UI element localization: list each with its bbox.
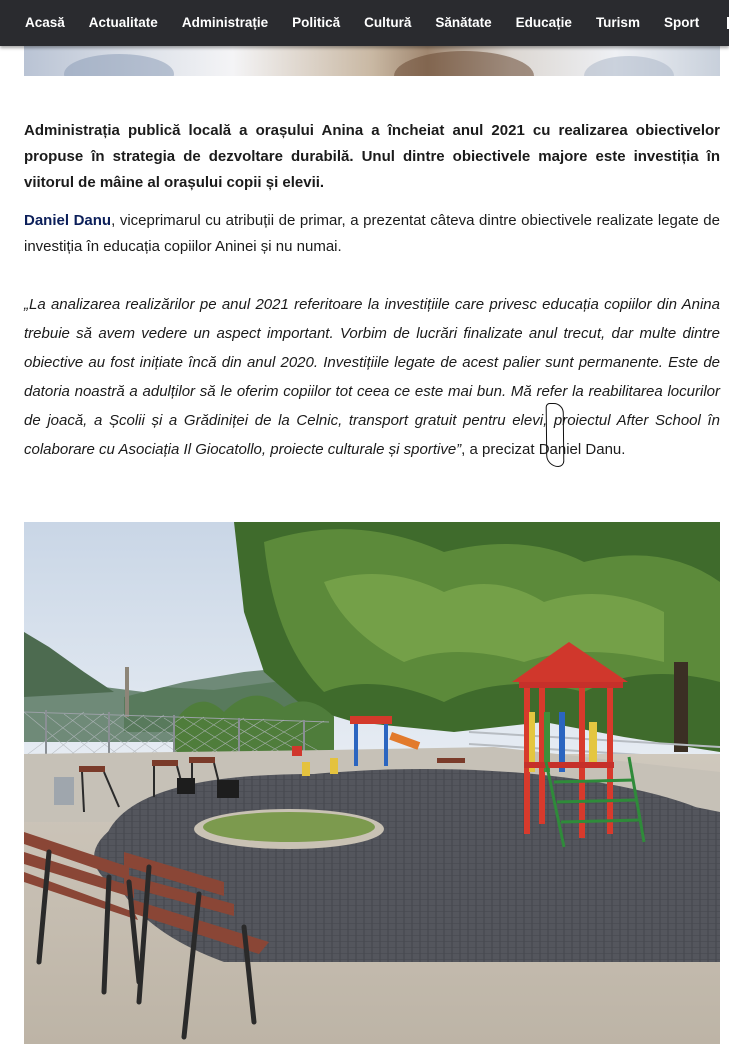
intro-text: , viceprimarul cu atribuții de primar, a prezentat câteva dintre obiectivele realizate legate de investiția în educația copiilor Aninei și nu numai. xyxy=(24,212,720,255)
author-link[interactable]: Daniel Danu xyxy=(24,212,112,229)
nav-item-acasa[interactable]: Acasă xyxy=(25,15,65,30)
quote-attribution: , a precizat Daniel Danu. xyxy=(461,441,626,458)
quote-text-end: proiecte culturale și sportive” xyxy=(266,441,462,458)
nav-item-sport[interactable]: Sport xyxy=(663,15,700,30)
article-quote xyxy=(24,290,720,464)
article-intro xyxy=(24,208,720,260)
nav-menu xyxy=(0,0,711,46)
nav-item-politica[interactable]: Politică xyxy=(292,15,341,30)
article-lead: Administrația publică locală a orașului Anina a încheiat anul 2021 cu realizarea obiectivelor propuse în strategia de dezvoltare durabilă. Unul dintre obiectivele majore este investiția în viitorul de mâine al orașului copii și elevii. xyxy=(24,122,720,191)
nav-item-actualitate[interactable]: Actualitate xyxy=(88,15,158,30)
nav-item-turism[interactable]: Turism xyxy=(595,15,640,30)
nav-item-sanatate[interactable]: Sănătate xyxy=(435,15,492,30)
nav-item-administratie[interactable]: Administrație xyxy=(181,15,269,30)
playground-photo xyxy=(24,522,720,1044)
quote-text: „La analizarea realizărilor pe anul 2021 referitoare la investițiile care privesc educația copiilor din Anina trebuie să avem vedere un aspect important. Vorbim de lucrări finalizate anul trecut, dar multe dintre obiective au fost inițiate încă din anul 2020. Investițiile legate de acest palier sunt permanente. Este de datoria noastră a adulților să le oferim copiilor tot ceea ce este mai bun. Mă refer la reabilitarea locurilor de joacă, a Școlii și a Grădiniței de la Celnic, transport gratuit pentru elevi, xyxy=(24,296,720,429)
main-navigation xyxy=(0,0,729,46)
quote-highlight: proiectul After School în colaborare cu Asociația Il Giocatollo, xyxy=(24,412,720,458)
hero-image xyxy=(24,46,720,76)
nav-item-educatie[interactable]: Educație xyxy=(515,15,572,30)
article-body xyxy=(24,118,720,464)
nav-item-cultura[interactable]: Cultură xyxy=(364,15,412,30)
